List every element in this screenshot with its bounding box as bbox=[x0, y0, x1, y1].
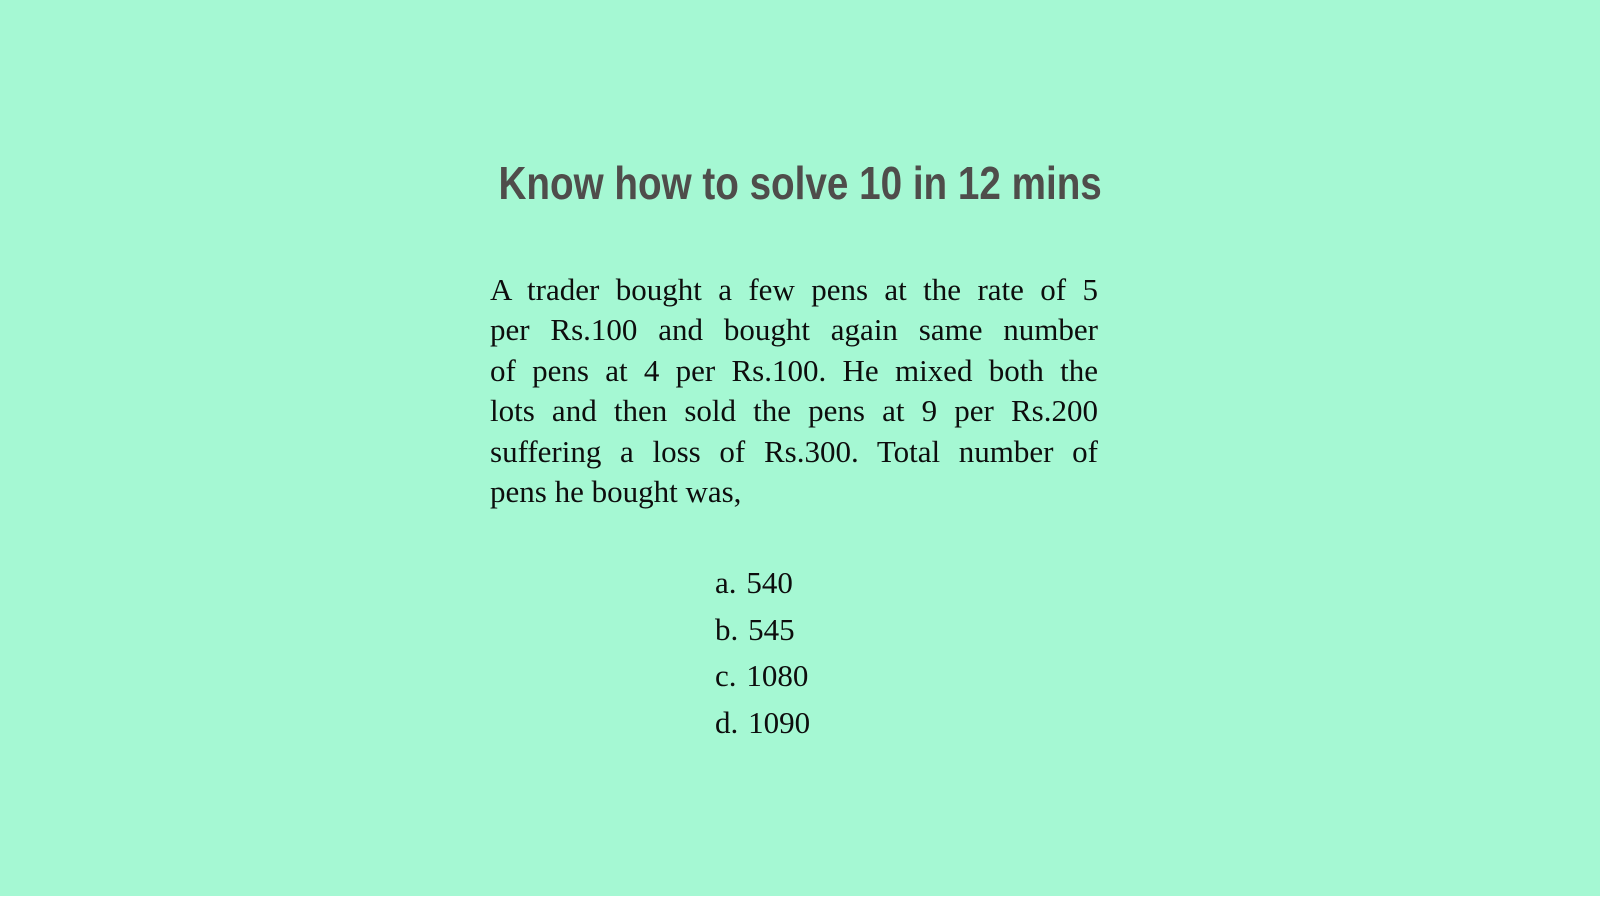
question-line: lots and then sold the pens at 9 per Rs.200 bbox=[490, 393, 1098, 429]
option-d-label: d. bbox=[715, 704, 739, 740]
option-c bbox=[715, 653, 810, 700]
page-title bbox=[0, 156, 1600, 211]
option-a-value: 540 bbox=[746, 565, 793, 600]
options-list bbox=[715, 560, 810, 746]
option-b-value: 545 bbox=[748, 611, 795, 647]
option-a bbox=[715, 560, 810, 607]
option-c-label: c. bbox=[715, 658, 737, 693]
question-line: pens he bought was, bbox=[490, 474, 742, 510]
option-c-value: 1080 bbox=[746, 658, 809, 693]
question-line: per Rs.100 and bought again same number bbox=[490, 312, 1098, 348]
option-a-label: a. bbox=[715, 565, 737, 600]
question-text bbox=[490, 270, 1098, 512]
question-line: A trader bought a few pens at the rate of 5 bbox=[490, 272, 1098, 307]
question-line: of pens at 4 per Rs.100. He mixed both the bbox=[490, 352, 1098, 388]
option-d-value: 1090 bbox=[748, 704, 811, 740]
option-d bbox=[715, 700, 810, 747]
bottom-edge-strip bbox=[0, 896, 1600, 900]
option-b-label: b. bbox=[715, 611, 739, 647]
page-title-text: Know how to solve 10 in 12 mins bbox=[498, 157, 1102, 209]
question-line: suffering a loss of Rs.300. Total number of bbox=[490, 433, 1098, 469]
option-b bbox=[715, 607, 810, 654]
